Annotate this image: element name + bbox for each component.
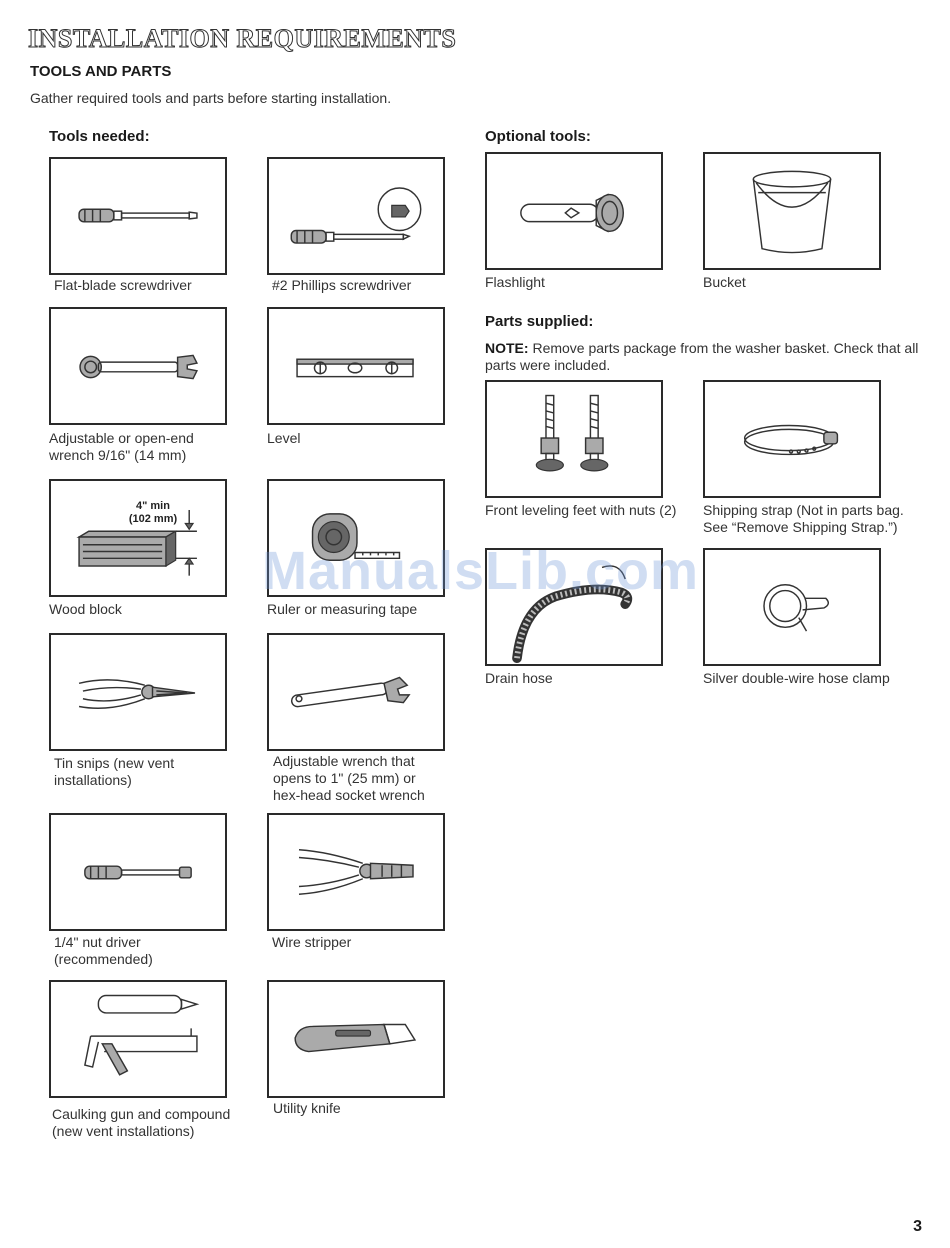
hose-clamp-icon: [703, 548, 881, 666]
caption-measuring-tape: Ruler or measuring tape: [267, 601, 418, 617]
wire-stripper-icon: [267, 813, 445, 931]
annotation-line-2: (102 mm): [128, 513, 178, 525]
caption-flashlight: Flashlight: [485, 274, 545, 290]
phillips-screwdriver-icon: [267, 157, 445, 275]
adjustable-wrench-icon: [267, 633, 445, 751]
parts-note: [485, 340, 925, 374]
caption-phillips-screwdriver: #2 Phillips screwdriver: [272, 277, 412, 293]
tin-snips-icon: [49, 633, 227, 751]
caption-flat-blade-screwdriver: Flat-blade screwdriver: [54, 277, 192, 293]
caption-drain-hose: Drain hose: [485, 670, 553, 686]
caption-caulking-gun: Caulking gun and compound (new vent installations): [52, 1106, 231, 1139]
tools-needed-heading: Tools needed:: [49, 128, 150, 145]
nut-driver-icon: [49, 813, 227, 931]
caption-bucket: Bucket: [703, 274, 746, 290]
flat-blade-screwdriver-icon: [49, 157, 227, 275]
page-title: INSTALLATION REQUIREMENTS: [28, 24, 457, 53]
caption-hose-clamp: Silver double-wire hose clamp: [703, 670, 890, 686]
caption-tin-snips: Tin snips (new vent installations): [54, 755, 175, 788]
bucket-icon: [703, 152, 881, 270]
optional-tools-heading: Optional tools:: [485, 128, 591, 145]
caption-level: Level: [267, 430, 301, 446]
caption-adjustable-wrench: Adjustable wrench that opens to 1" (25 mm) or hex-head socket wrench: [273, 753, 425, 803]
utility-knife-icon: [267, 980, 445, 1098]
page-number: 3: [913, 1218, 922, 1235]
watermark: ManualsLib.com: [262, 541, 700, 601]
wood-block-annotation: [118, 500, 188, 526]
parts-supplied-heading: Parts supplied:: [485, 313, 594, 330]
flashlight-icon: [485, 152, 663, 270]
caption-wood-block: Wood block: [49, 601, 122, 617]
caption-nut-driver: 1/4" nut driver (recommended): [54, 934, 153, 967]
caption-leveling-feet: Front leveling feet with nuts (2): [485, 502, 677, 518]
open-end-wrench-icon: [49, 307, 227, 425]
annotation-line-1: 4" min: [136, 500, 170, 512]
level-icon: [267, 307, 445, 425]
caption-shipping-strap: Shipping strap (Not in parts bag. See “Remove Shipping Strap.”): [703, 502, 904, 535]
caulking-gun-icon: [49, 980, 227, 1098]
caption-wire-stripper: Wire stripper: [272, 934, 352, 950]
caption-open-end-wrench: Adjustable or open-end wrench 9/16" (14 mm): [49, 430, 194, 463]
section-title: TOOLS AND PARTS: [30, 63, 172, 80]
note-text: Remove parts package from the washer basket. Check that all parts were included.: [485, 340, 919, 373]
wood-block-icon: [49, 479, 227, 597]
intro-text: Gather required tools and parts before starting installation.: [30, 90, 392, 106]
leveling-feet-icon: [485, 380, 663, 498]
shipping-strap-icon: [703, 380, 881, 498]
note-label: NOTE:: [485, 340, 529, 356]
caption-utility-knife: Utility knife: [273, 1100, 341, 1116]
